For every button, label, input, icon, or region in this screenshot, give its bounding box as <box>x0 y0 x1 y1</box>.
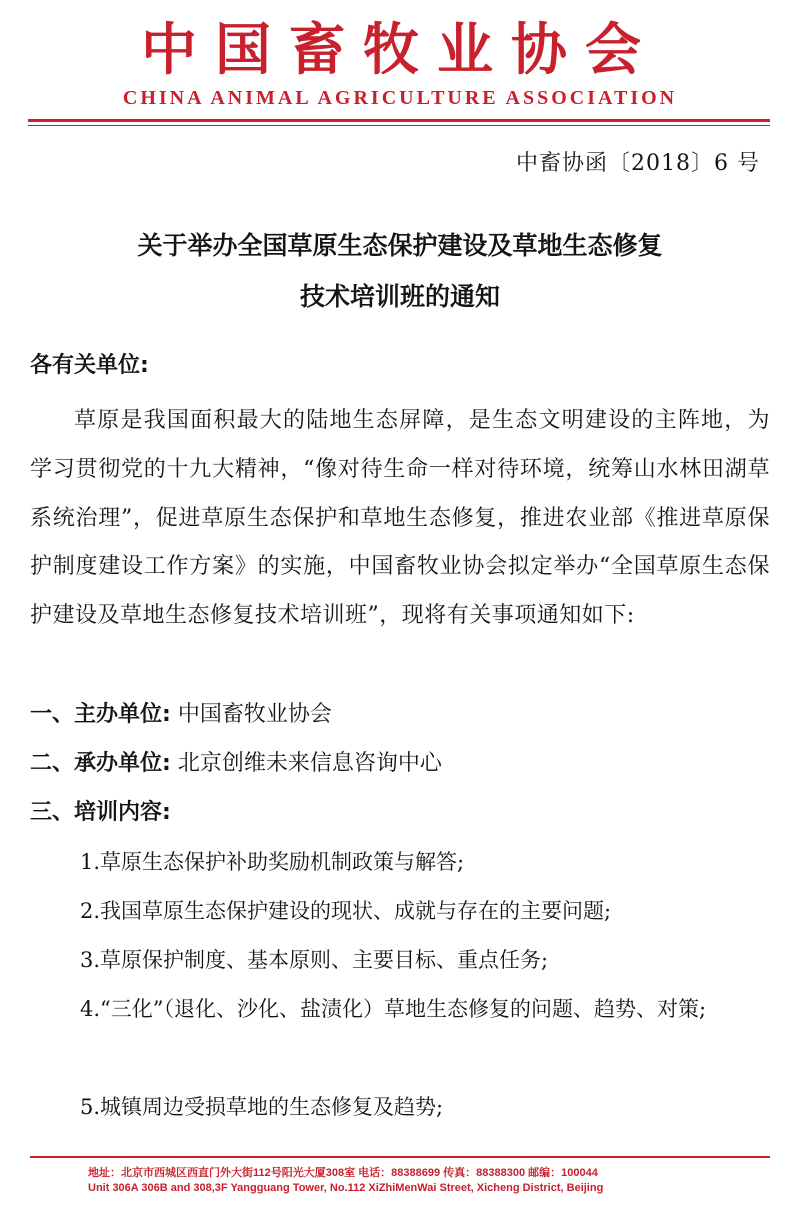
training-topic-1: 1.草原生态保护补助奖励机制政策与解答; <box>80 850 465 874</box>
body-paragraph: 草原是我国面积最大的陆地生态屏障，是生态文明建设的主阵地，为学习贯彻党的十九大精神，“像对待生命一样对待环境，统筹山水林田湖草系统治理”，促进草原生态保护和草地生态修复，推进农业部《推进草原保护制度建设工作方案》的实施，中国畜牧业协会拟定举办“全国草原生态保护建设及草地生态修复技术培训班”，现将有关事项通知如下: <box>30 408 770 629</box>
training-topic-3: 3.草原保护制度、基本原则、主要目标、重点任务; <box>80 948 549 972</box>
section-value: 北京创维未来信息咨询中心 <box>177 751 442 776</box>
org-name-chinese: 中国畜牧业协会 <box>141 17 659 83</box>
section-organizer <box>30 700 770 730</box>
document-title-line-2: 技术培训班的通知 <box>299 282 500 311</box>
footer-divider <box>30 1156 770 1158</box>
training-topic-5: 5.城镇周边受损草地的生态修复及趋势; <box>80 1095 444 1119</box>
section-label: 二、承办单位: <box>30 751 171 776</box>
training-topic-2: 2.我国草原生态保护建设的现状、成就与存在的主要问题; <box>80 899 612 923</box>
footer-address-english: Unit 306A 306B and 308,3F Yangguang Tower, No.112 XiZhiMenWai Street, Xicheng District, Beijing <box>88 1182 604 1194</box>
header-divider-thick <box>28 119 770 122</box>
section-value: 中国畜牧业协会 <box>177 702 332 727</box>
section-training-content <box>30 798 770 828</box>
salutation: 各有关单位: <box>30 353 149 378</box>
section-label: 一、主办单位: <box>30 702 171 727</box>
header-divider-thin <box>28 125 770 126</box>
section-host <box>30 749 770 779</box>
section-label: 三、培训内容: <box>30 800 171 825</box>
org-name-english: CHINA ANIMAL AGRICULTURE ASSOCIATION <box>122 87 678 109</box>
document-number: 中畜协函〔2018〕6 号 <box>516 151 760 176</box>
footer-address-chinese: 地址：北京市西城区西直门外大街112号阳光大厦308室 电话：88388699 传真：88388300 邮编：100044 <box>88 1167 598 1179</box>
document-title-line-1: 关于举办全国草原生态保护建设及草地生态修复 <box>137 231 663 260</box>
training-topic-4: 4.“三化”（退化、沙化、盐渍化）草地生态修复的问题、趋势、对策; <box>80 997 707 1021</box>
